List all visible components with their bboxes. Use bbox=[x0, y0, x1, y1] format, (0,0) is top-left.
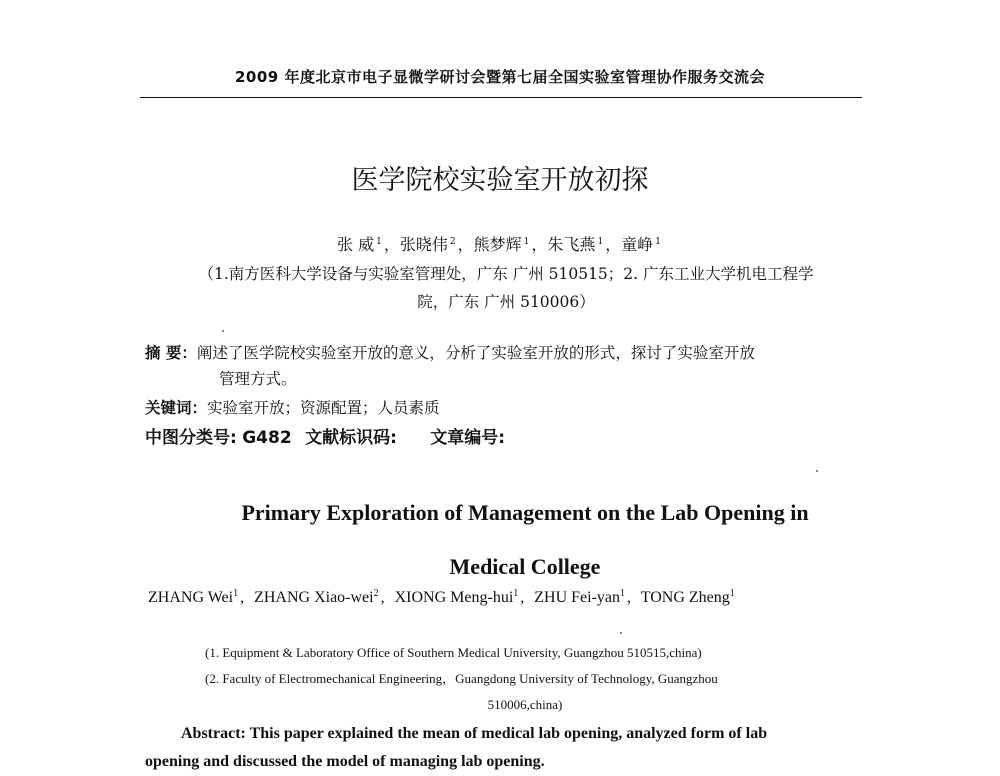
cn-author: 熊梦辉 bbox=[473, 235, 522, 254]
doc-code-label: 文献标识码: bbox=[305, 428, 397, 448]
cn-author-sup: 1 bbox=[597, 237, 604, 247]
en-abstract-line1: Abstract: This paper explained the mean of medical lab opening, analyzed form of lab bbox=[181, 725, 768, 742]
classification-line bbox=[145, 423, 865, 448]
cn-author: 张晓伟 bbox=[399, 235, 448, 254]
cn-affil-line2: 院，广东 广州 510006） bbox=[417, 293, 595, 311]
chinese-title: 医学院校实验室开放初探 bbox=[351, 165, 649, 196]
cn-affil-line1: （1.南方医科大学设备与实验室管理处，广东 广州 510515；2. 广东工业大学机电工程学 bbox=[198, 265, 814, 283]
cn-abstract-line1: 阐述了医学院校实验室开放的意义，分析了实验室开放的形式，探讨了实验室开放 bbox=[196, 344, 755, 362]
en-author-sup: 1 bbox=[729, 588, 735, 599]
cn-author-sup: 2 bbox=[449, 237, 456, 247]
en-affil-2-cont: 510006,china) bbox=[487, 697, 563, 712]
article-no-label: 文章编号: bbox=[430, 428, 506, 448]
cn-abstract-line2: 管理方式。 bbox=[219, 370, 297, 388]
english-authors: ZHANG Wei$^1$ , ZHANG Xiao-wei$^2$ , XIONG Meng-hui$^1$ , ZHU Fei-yan$^1$ , TONG Zheng$^1$ bbox=[148, 588, 735, 606]
en-author-sup: 1 bbox=[620, 588, 626, 599]
cn-author: 朱飞燕 bbox=[547, 235, 596, 254]
en-author-sup: 1 bbox=[233, 588, 239, 599]
chinese-abstract bbox=[145, 340, 865, 392]
scan-speck bbox=[620, 632, 622, 634]
cn-author: 张 威 bbox=[337, 235, 375, 254]
cn-abstract-label: 摘 要： bbox=[145, 344, 197, 362]
header-rule bbox=[140, 97, 862, 98]
scan-speck bbox=[222, 330, 224, 332]
english-affiliations bbox=[205, 640, 845, 718]
en-title-line2: Medical College bbox=[449, 554, 601, 579]
conference-header: 2009 年度北京市电子显微学研讨会暨第七届全国实验室管理协作服务交流会 bbox=[235, 68, 765, 86]
en-author-sup: 1 bbox=[513, 588, 519, 599]
scan-speck bbox=[816, 470, 818, 472]
en-affil-1: (1. Equipment & Laboratory Office of Southern Medical University, Guangzhou 510515,china) bbox=[205, 645, 702, 660]
cn-author: 童峥 bbox=[621, 235, 654, 254]
chinese-authors: 张 威 $^1$ ，张晓伟 $^2$ ，熊梦辉 $^1$ ，朱飞燕 $^1$ ，童峥 $^1$ bbox=[337, 235, 661, 254]
cn-author-sup: 1 bbox=[655, 237, 661, 247]
cn-keywords-label: 关键词： bbox=[145, 399, 208, 417]
en-author: ZHU Fei-yan bbox=[534, 589, 621, 606]
en-abstract-line2: opening and discussed the model of managing lab opening. bbox=[145, 753, 545, 770]
en-author: TONG Zheng bbox=[640, 589, 730, 606]
cn-author-sup: 1 bbox=[376, 237, 382, 247]
en-author: ZHANG Wei bbox=[148, 589, 234, 606]
en-affil-2: (2. Faculty of Electromechanical Engineering，Guangdong University of Technology, Guangzhou bbox=[205, 671, 718, 686]
cn-author-sup: 1 bbox=[523, 237, 530, 247]
chinese-affiliation bbox=[150, 260, 862, 316]
en-author-sup: 2 bbox=[373, 588, 379, 599]
en-title-line1: Primary Exploration of Management on the Lab Opening in bbox=[241, 500, 809, 525]
cn-keywords-value: 实验室开放；资源配置；人员素质 bbox=[207, 399, 440, 417]
english-title bbox=[150, 486, 900, 594]
class-value: G482 bbox=[242, 428, 292, 448]
english-abstract bbox=[145, 720, 865, 776]
chinese-keywords bbox=[145, 396, 865, 418]
en-author: XIONG Meng-hui bbox=[394, 589, 514, 606]
class-label: 中图分类号: bbox=[145, 428, 237, 448]
en-author: ZHANG Xiao-wei bbox=[254, 589, 374, 606]
